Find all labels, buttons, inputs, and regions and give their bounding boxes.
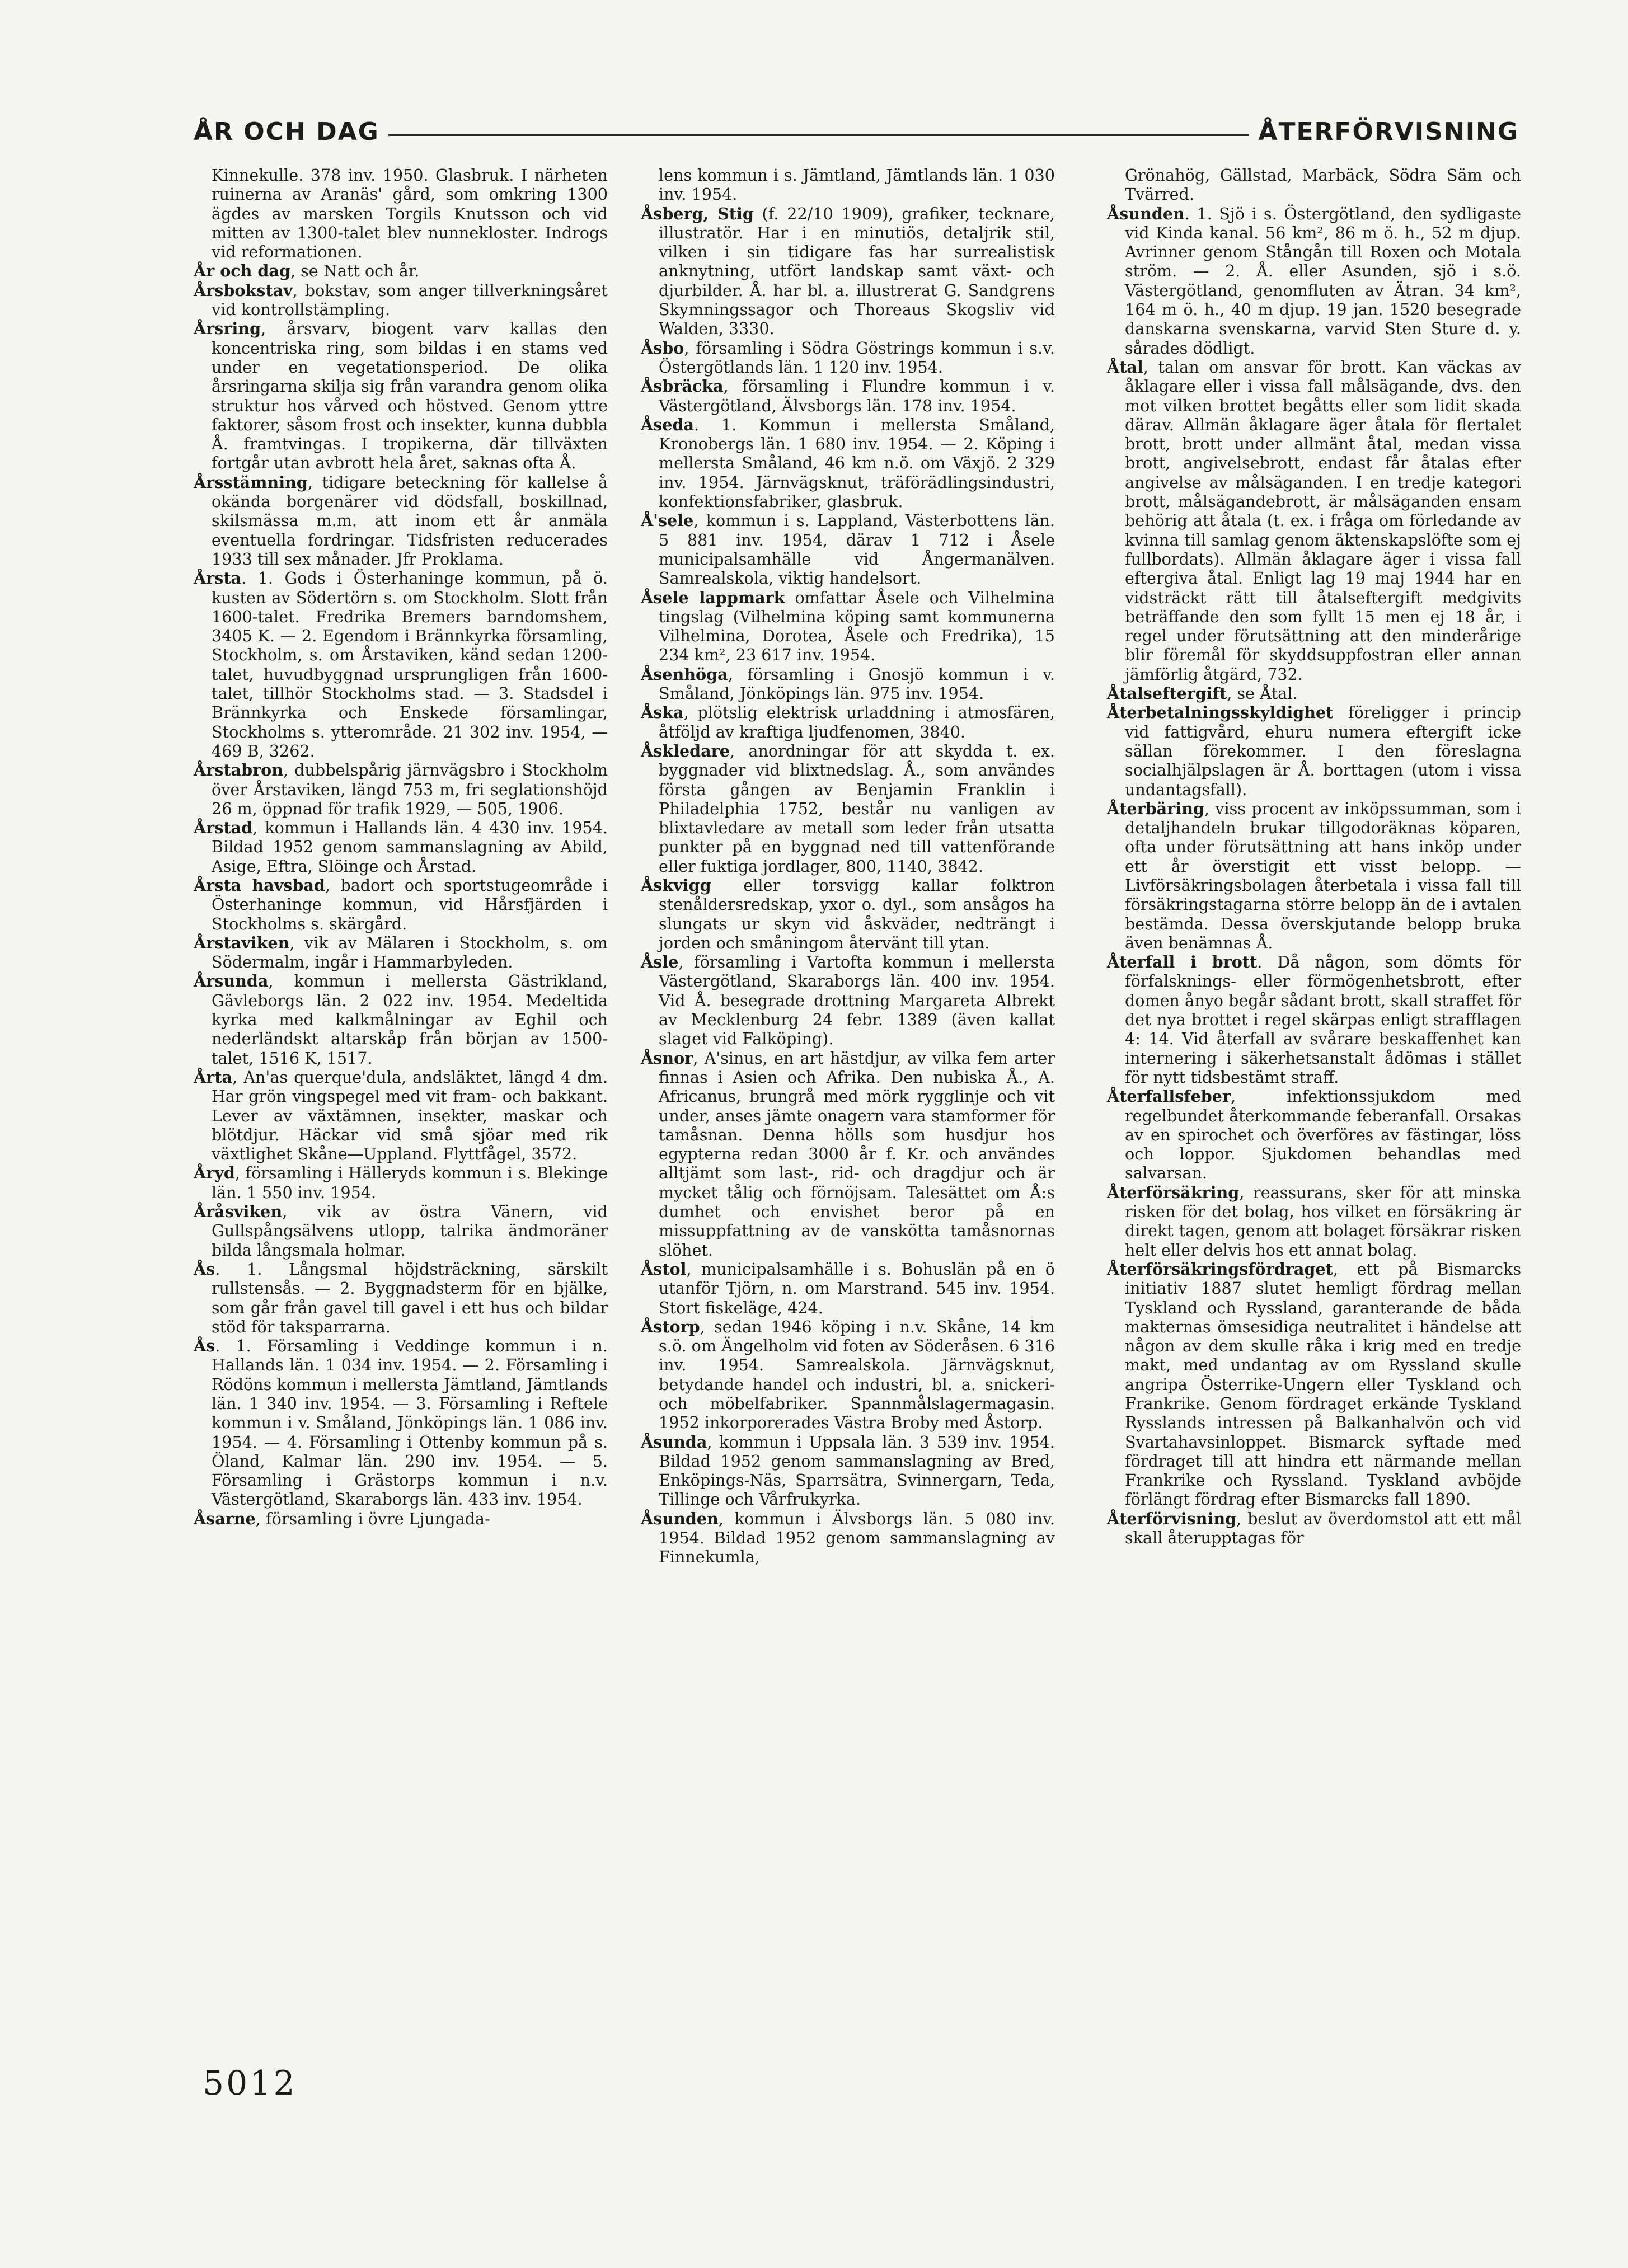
dictionary-entry xyxy=(641,1509,1055,1567)
entry-headword: Årsbokstav xyxy=(194,280,293,300)
running-header xyxy=(194,114,1519,150)
entry-headword: Åtal xyxy=(1107,357,1143,377)
entry-text: , församling i Flundre kommun i v. Västergötland, Älvsborgs län. 178 inv. 1954. xyxy=(659,377,1055,415)
dictionary-entry xyxy=(641,876,1055,952)
entry-text: omfattar Åsele och Vilhelmina tingslag (Vilhelmina köping samt kommunerna Vilhelmina, Dorotea, Åsele och Fredrika), 15 234 km², 23 617 inv. 1954. xyxy=(659,588,1055,665)
dictionary-entry xyxy=(194,319,608,472)
entry-continuation xyxy=(641,166,1055,204)
dictionary-entry xyxy=(641,952,1055,1048)
entry-text: , badort och sportstugeområde i Österhaninge kommun, vid Hårsfjärden i Stockholms s. skärgård. xyxy=(212,875,608,933)
entry-text: , dubbelspårig järnvägsbro i Stockholm över Årstaviken, längd 753 m, fri seglationshöjd 26 m, öppnad för trafik 1929, — 505, 1906. xyxy=(212,760,608,818)
entry-text: lens kommun i s. Jämtland, Jämtlands län. 1 030 inv. 1954. xyxy=(659,166,1055,204)
dictionary-entry xyxy=(194,569,608,760)
entry-text: , kommun i mellersta Gästrikland, Gävleborgs län. 2 022 inv. 1954. Medeltida kyrka med kalkmålningar av Eghil och nederländskt altarskåp från början av 1500-talet, 1516 K, 1517. xyxy=(212,971,608,1068)
entry-text: (f. 22/10 1909), grafiker, tecknare, illustratör. Har i en minutiös, detaljrik stil, vilken i sin tidigare fas har surrealistisk anknytning, utfört landskap samt växt- och djurbilder. Å. har bl. a. illustrerat G. Sandgrens Skymningssagor och Thoreaus Skogsliv vid Walden, 3330. xyxy=(659,204,1055,339)
entry-headword: Återförvisning xyxy=(1107,1509,1237,1528)
entry-headword: Ås xyxy=(194,1259,215,1279)
entry-text: , talan om ansvar för brott. Kan väckas av åklagare eller i vissa fall målsägande, dvs. den mot vilken brottet begåtts eller som lidit skada därav. Allmän åklagare äger åtala för flertalet brott, brott under allmänt åtal, medan vissa brott, angivelsebrott, endast får åtalas efter angivelse av målsäganden. I en tredje kategori brott, målsägandebrott, är målsäganden ensam behörig att åtala (t. ex. i fråga om förledande av kvinna till samlag genom äktenskapslöfte som ej fullbordats). Allmän åklagare äger i vissa fall eftergiva åtal. Enligt lag 19 maj 1944 har en vidsträckt rätt till åtalseftergift medgivits beträffande den som fyllt 15 men ej 18 år, i regel under förutsättning att den minderårige blir föremål för skyddsuppfostran eller annan jämförlig åtgärd, 732. xyxy=(1125,357,1521,684)
dictionary-entry xyxy=(194,876,608,933)
entry-headword: Återbäring xyxy=(1107,799,1204,818)
dictionary-entry xyxy=(641,339,1055,377)
dictionary-entry xyxy=(1107,1087,1521,1182)
dictionary-entry xyxy=(641,1260,1055,1317)
entry-text: . 1. Långsmal höjdsträckning, särskilt rullstensås. — 2. Byggnadsterm för en bjälke, som går från gavel till gavel i ett hus och bildar stöd för taksparrarna. xyxy=(212,1259,608,1336)
entry-text: föreligger i princip vid fattigvård, ehuru numera eftergift icke sällan förekommer. I den föreslagna socialhjälpslagen är Å. borttagen (utom i vissa undantagsfall). xyxy=(1125,703,1521,799)
dictionary-entry xyxy=(641,415,1055,511)
entry-text: , församling i övre Ljungada- xyxy=(255,1509,490,1528)
entry-text: , församling i Gnosjö kommun i v. Småland, Jönköpings län. 975 inv. 1954. xyxy=(659,664,1055,703)
entry-text: , församling i Vartofta kommun i mellersta Västergötland, Skaraborgs län. 400 inv. 1954. Vid Å. besegrade drottning Margareta Albrekt av Mecklenburg 24 febr. 1389 (även kallat slaget vid Falköping). xyxy=(659,952,1055,1049)
entry-headword: Årsring xyxy=(194,319,261,339)
dictionary-entry xyxy=(194,1202,608,1260)
entry-text: . 1. Sjö i s. Östergötland, den sydligaste vid Kinda kanal. 56 km², 86 m ö. h., 52 m djup. Avrinner genom Stångån till Roxen och Motala ström. — 2. Å. eller Asunden, sjö i s.ö. Västergötland, genomfluten av Ätran. 34 km², 164 m ö. h., 40 m djup. 19 jan. 1520 besegrade danskarna svenskarna, varvid Sten Sture d. y. sårades dödligt. xyxy=(1125,204,1521,358)
dictionary-entry xyxy=(641,1433,1055,1509)
entry-text: Kinnekulle. 378 inv. 1950. Glasbruk. I närheten ruinerna av Aranäs' gård, som omkring 1300 ägdes av marsken Torgils Knutsson och vid mitten av 1300-talet blev nunnekloster. Indrogs vid reformationen. xyxy=(212,166,608,262)
entry-headword: Åskledare xyxy=(641,741,730,760)
dictionary-entry xyxy=(641,665,1055,703)
entry-text: , kommun i Uppsala län. 3 539 inv. 1954. Bildad 1952 genom sammanslagning av Bred, Enköpings-Näs, Sparrsätra, Svinnergarn, Teda, Tillinge och Vårfrukyrka. xyxy=(659,1432,1055,1509)
dictionary-entry xyxy=(194,1068,608,1163)
dictionary-entry xyxy=(1107,1509,1521,1548)
entry-text: , se Åtal. xyxy=(1227,684,1298,703)
dictionary-entry xyxy=(641,511,1055,588)
entry-headword: Åsunda xyxy=(641,1432,707,1452)
entry-text: , tidigare beteckning för kallelse å okända borgenärer vid dödsfall, boskillnad, skilsmässa m.m. att inom ett år anmäla eventuella fordringar. Tidsfristen reducerades 1933 till sex månader. Jfr Proklama. xyxy=(212,472,608,569)
entry-headword: Återbetalningsskyldighet xyxy=(1107,703,1334,722)
dictionary-entry xyxy=(1107,1260,1521,1509)
entry-headword: Återfall i brott xyxy=(1107,952,1258,972)
entry-headword: Årta xyxy=(194,1067,232,1087)
dictionary-entry xyxy=(1107,1183,1521,1260)
entry-headword: År och dag xyxy=(194,261,290,281)
text-column-3 xyxy=(1107,166,1521,1547)
entry-headword: Återförsäkring xyxy=(1107,1182,1240,1202)
entry-headword: Årsstämning xyxy=(194,472,308,492)
dictionary-entry xyxy=(641,204,1055,339)
entry-headword: Åsarne xyxy=(194,1509,256,1528)
entry-text: Grönahög, Gällstad, Marbäck, Södra Säm och Tvärred. xyxy=(1125,166,1521,204)
text-column-1 xyxy=(194,166,608,1528)
dictionary-entry xyxy=(194,971,608,1067)
entry-headword: Återfallsfeber xyxy=(1107,1087,1231,1106)
entry-headword: Åsenhöga xyxy=(641,664,728,684)
entry-text: , A'sinus, en art hästdjur, av vilka fem arter finnas i Asien och Afrika. Den nubiska Å., A. Africanus, brungrå med mörk rygglinje och vit under, anses jämte onagern vara stamformer för tamåsnan. Denna hölls som husdjur hos egypterna redan 3000 år f. Kr. och användes alltjämt som last-, rid- och dragdjur och är mycket tålig och förnöjsam. Talesättet om Å:s dumhet och envishet beror på en missuppfattning av de vanskötta tamåsnornas slöhet. xyxy=(659,1048,1055,1260)
entry-text: , vik av östra Vänern, vid Gullspångsälvens utlopp, talrika ändmoräner bilda långsmala holmar. xyxy=(212,1202,608,1260)
page-number: 5012 xyxy=(203,2064,297,2103)
dictionary-entry xyxy=(1107,799,1521,952)
dictionary-entry xyxy=(194,1260,608,1336)
entry-headword: Årstad xyxy=(194,818,253,838)
entry-headword: Åstorp xyxy=(641,1317,700,1336)
entry-headword: Årsta havsbad xyxy=(194,875,325,895)
entry-headword: Åseda xyxy=(641,415,694,434)
dictionary-entry xyxy=(194,933,608,972)
entry-continuation xyxy=(194,166,608,261)
entry-text: , kommun i Hallands län. 4 430 inv. 1954. Bildad 1952 genom sammanslagning av Abild, Asige, Eftra, Slöinge och Årstad. xyxy=(212,818,608,876)
entry-headword: Åska xyxy=(641,703,684,722)
dictionary-entry xyxy=(1107,703,1521,799)
entry-text: . 1. Kommun i mellersta Småland, Kronobergs län. 1 680 inv. 1954. — 2. Köping i mellersta Småland, 46 km n.ö. om Växjö. 2 329 inv. 1954. Järnvägsknut, träförädlingsindustri, konfektionsfabriker, glasbruk. xyxy=(659,415,1055,511)
entry-text: , plötslig elektrisk urladdning i atmosfären, åtföljd av kraftiga ljudfenomen, 3840. xyxy=(659,703,1055,741)
dictionary-entry xyxy=(194,1163,608,1202)
dictionary-entry xyxy=(194,760,608,818)
entry-text: , beslut av överdomstol att ett mål skall återupptagas för xyxy=(1125,1509,1521,1548)
entry-text: , sedan 1946 köping i n.v. Skåne, 14 km s.ö. om Ängelholm vid foten av Söderåsen. 6 316 inv. 1954. Samrealskola. Järnvägsknut, betydande handel och industri, bl. a. snickeri- och möbelfabriker. Spannmålslagermagasin. 1952 inkorporerades Västra Broby med Åstorp. xyxy=(659,1317,1055,1433)
dictionary-entry xyxy=(641,1049,1055,1260)
dictionary-entry xyxy=(641,1317,1055,1433)
entry-text: , kommun i Älvsborgs län. 5 080 inv. 1954. Bildad 1952 genom sammanslagning av Finnekumla, xyxy=(659,1509,1055,1567)
entry-headword: Åsberg, Stig xyxy=(641,204,754,223)
dictionary-entry xyxy=(194,818,608,876)
dictionary-entry xyxy=(1107,684,1521,703)
entry-headword: Åsbo xyxy=(641,338,684,358)
dictionary-entry xyxy=(641,588,1055,665)
entry-text: , ett på Bismarcks initiativ 1887 slutet hemligt fördrag mellan Tyskland och Ryssland, garanterande de båda makternas ömsesidiga neutralitet i händelse att någon av dem skulle råka i krig med en tredje makt, med undantag av om Ryssland skulle angripa Österrike-Ungern eller Tyskland och Frankrike. Genom fördraget erkände Tyskland Rysslands intressen på Balkanhalvön och vid Svartahavsinloppet. Bismarck syftade med fördraget till att hindra ett närmande mellan Frankrike och Ryssland. Tyskland avböjde förlängt fördrag efter Bismarcks fall 1890. xyxy=(1125,1259,1521,1509)
dictionary-entry xyxy=(1107,952,1521,1087)
entry-text: , se Natt och år. xyxy=(290,261,420,281)
entry-text: , municipalsamhälle i s. Bohuslän på en ö utanför Tjörn, n. om Marstrand. 545 inv. 1954. Stort fiskeläge, 424. xyxy=(659,1259,1055,1317)
entry-text: eller torsvigg kallar folktron stenåldersredskap, yxor o. dyl., som ansågos ha slungats ur skyn vid åskväder, nedträngt i jorden och småningom återvänt till ytan. xyxy=(659,875,1055,952)
dictionary-entry xyxy=(194,281,608,320)
entry-continuation xyxy=(1107,166,1521,204)
entry-headword: Åstol xyxy=(641,1259,687,1279)
entry-text: , församling i Hälleryds kommun i s. Blekinge län. 1 550 inv. 1954. xyxy=(212,1163,608,1202)
entry-headword: Åryd xyxy=(194,1163,235,1183)
entry-text: . Då någon, som dömts för förfalsknings- eller förmögenhetsbrott, efter domen ånyo begår sådant brott, skall straffet för det nya brottet i regel skärpas enligt strafflagen 4: 14. Vid återfall av svårare beskaffenhet kan internering i säkerhetsanstalt ådömas i stället för nytt tidsbestämt straff. xyxy=(1125,952,1521,1087)
entry-headword: Åsbräcka xyxy=(641,377,724,396)
dictionary-entry xyxy=(194,1509,608,1528)
entry-text: , viss procent av inköpssumman, som i detaljhandeln brukar tillgodoräknas köparen, ofta under förutsättning att hans inköp under ett år överstigit ett visst belopp. — Livförsäkringsbolagen återbetala i vissa fall till försäkringstagarna större belopp än de i avtalen bestämda. Dessa överskjutande belopp bruka även benämnas Å. xyxy=(1125,799,1521,952)
entry-headword: Årstabron xyxy=(194,760,284,780)
entry-text: , bokstav, som anger tillverkningsåret vid kontrollstämpling. xyxy=(212,280,608,320)
entry-headword: Åsunden xyxy=(1107,204,1185,223)
entry-headword: Åtalseftergift xyxy=(1107,684,1227,703)
entry-text: . 1. Församling i Veddinge kommun i n. Hallands län. 1 034 inv. 1954. — 2. Församling i Rödöns kommun i mellersta Jämtland, Jämtlands län. 1 340 inv. 1954. — 3. Församling i Reftele kommun i v. Småland, Jönköpings län. 1 086 inv. 1954. — 4. Församling i Ottenby kommun på s. Öland, Kalmar län. 290 inv. 1954. — 5. Församling i Grästorps kommun i n.v. Västergötland, Skaraborgs län. 433 inv. 1954. xyxy=(212,1336,608,1509)
entry-headword: Ås xyxy=(194,1336,215,1356)
dictionary-entry xyxy=(641,703,1055,741)
entry-text: , reassurans, sker för att minska risken för det bolag, hos vilket en försäkring är direkt tagen, genom att bolaget försäkrar risken helt eller delvis hos ett annat bolag. xyxy=(1125,1182,1521,1260)
dictionary-entry xyxy=(194,473,608,569)
entry-headword: Åsele lappmark xyxy=(641,588,785,607)
entry-headword: Å'sele xyxy=(641,511,694,530)
entry-headword: Åsunden xyxy=(641,1509,719,1528)
entry-text: , infektionssjukdom med regelbundet återkommande feberanfall. Orsakas av en spirochet och överföres av fästingar, löss och loppor. Sjukdomen behandlas med salvarsan. xyxy=(1125,1087,1521,1183)
entry-text: , An'as querque'dula, andsläktet, längd 4 dm. Har grön vingspegel med vit fram- och bakkant. Lever av växtämnen, insekter, maskar och blötdjur. Häckar vid små sjöar med rik växtlighet Skåne—Uppland. Flyttfågel, 3572. xyxy=(212,1067,608,1164)
header-right-title: ÅTERFÖRVISNING xyxy=(1249,114,1519,150)
header-left-title: ÅR OCH DAG xyxy=(194,114,388,150)
text-column-2 xyxy=(641,166,1055,1567)
entry-headword: Åsle xyxy=(641,952,679,972)
entry-headword: Årsunda xyxy=(194,971,269,991)
entry-text: , kommun i s. Lappland, Västerbottens län. 5 881 inv. 1954, därav 1 712 i Åsele municipalsamhälle vid Ångermanälven. Samrealskola, viktig handelsort. xyxy=(659,511,1055,588)
dictionary-entry xyxy=(194,261,608,280)
entry-headword: Åskvigg xyxy=(641,875,711,895)
dictionary-entry xyxy=(194,1336,608,1509)
entry-text: , anordningar för att skydda t. ex. byggnader vid blixtnedslag. Å., som användes första gången av Benjamin Franklin i Philadelphia 1752, består nu vanligen av blixtavledare av metall som leder från utsatta punkter på en byggnad ned till vattenförande eller fuktiga jordlager, 800, 1140, 3842. xyxy=(659,741,1055,876)
entry-text: , vik av Mälaren i Stockholm, s. om Södermalm, ingår i Hammarbyleden. xyxy=(212,933,608,972)
dictionary-entry xyxy=(641,377,1055,415)
entry-headword: Årsta xyxy=(194,569,242,588)
dictionary-entry xyxy=(1107,358,1521,684)
dictionary-entry xyxy=(641,741,1055,876)
dictionary-entry xyxy=(1107,204,1521,358)
entry-headword: Återförsäkringsfördraget xyxy=(1107,1259,1333,1279)
entry-text: , årsvarv, biogent varv kallas den koncentriska ring, som bildas i en stams ved under en vegetationsperiod. De olika årsringarna skilja sig från varandra genom olika struktur hos vårved och höstved. Genom yttre faktorer, såsom frost och insekter, kunna dubbla Å. framtvingas. I tropikerna, där tillväxten fortgår utan avbrott hela året, saknas ofta Å. xyxy=(212,319,608,473)
entry-text: , församling i Södra Göstrings kommun i s.v. Östergötlands län. 1 120 inv. 1954. xyxy=(659,338,1055,377)
entry-text: . 1. Gods i Österhaninge kommun, på ö. kusten av Södertörn s. om Stockholm. Slott från 1600-talet. Fredrika Bremers barndomshem, 3405 K. — 2. Egendom i Brännkyrka församling, Stockholm, s. om Årstaviken, känd sedan 1200-talet, huvudbyggnad ursprungligen från 1600-talet, tillhör Stockholms stad. — 3. Stadsdel i Brännkyrka och Enskede församlingar, Stockholms s. ytterområde. 21 302 inv. 1954, — 469 B, 3262. xyxy=(212,569,608,760)
entry-headword: Åsnor xyxy=(641,1048,693,1068)
entry-headword: Åråsviken xyxy=(194,1202,283,1222)
entry-headword: Årstaviken xyxy=(194,933,290,952)
